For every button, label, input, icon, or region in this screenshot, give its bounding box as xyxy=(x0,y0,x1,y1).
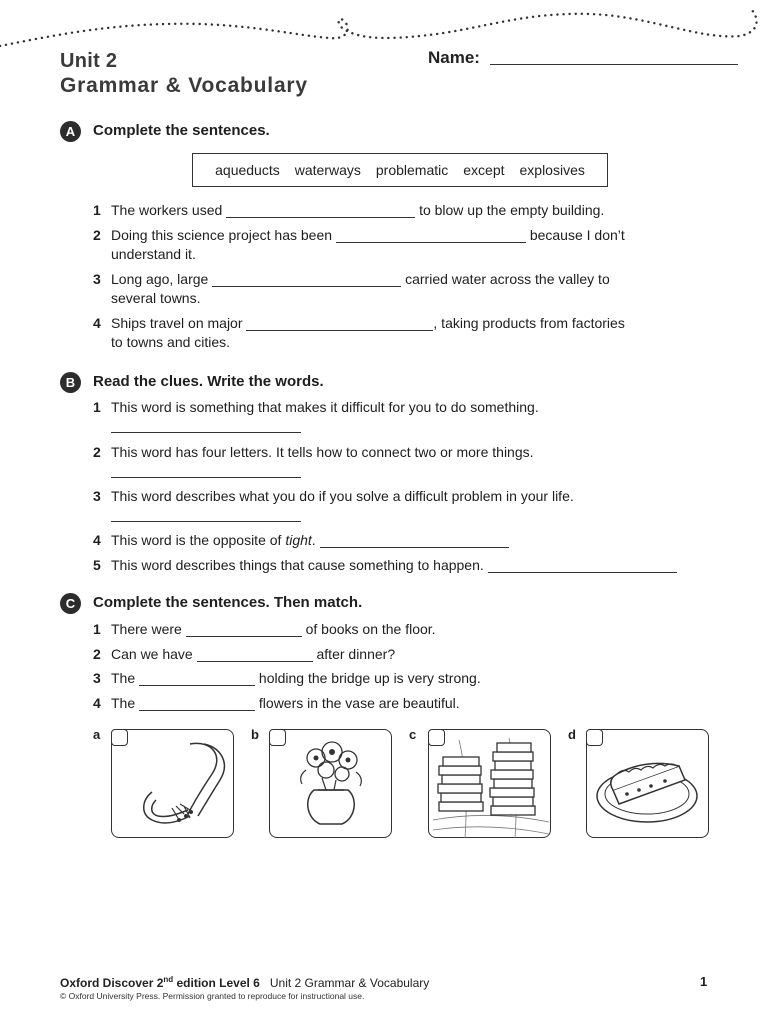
answer-blank[interactable] xyxy=(226,203,415,218)
section-a-badge: A xyxy=(60,121,81,142)
item-number: 4 xyxy=(93,315,101,331)
answer-line[interactable] xyxy=(111,432,301,433)
sentence-c3: The holding the bridge up is very strong. xyxy=(111,670,481,686)
section-c-badge: C xyxy=(60,593,81,614)
sentence-c4: The flowers in the vase are beautiful. xyxy=(111,695,460,711)
sentence-a4-continued: to towns and cities. xyxy=(111,334,231,350)
name-label: Name: xyxy=(428,48,480,67)
picture-letter: b xyxy=(251,727,259,742)
checkbox-c[interactable] xyxy=(428,729,445,746)
picture-letter: a xyxy=(93,727,101,742)
answer-blank[interactable] xyxy=(488,558,677,573)
section-b-title: Read the clues. Write the words. xyxy=(93,373,324,390)
footer-credit: Oxford Discover 2nd edition Level 6 Unit 2 Grammar & Vocabulary xyxy=(60,975,430,990)
picture-d xyxy=(586,729,709,838)
worksheet-subtitle: Grammar & Vocabulary xyxy=(60,74,308,97)
sentence-a3-continued: several towns. xyxy=(111,290,201,306)
clue-b2: This word has four letters. It tells how to connect two or more things. xyxy=(111,444,534,460)
word-bank-item: waterways xyxy=(294,162,361,178)
item-number: 4 xyxy=(93,532,101,548)
checkbox-b[interactable] xyxy=(269,729,286,746)
book-stacks-icon xyxy=(429,730,552,839)
answer-blank[interactable] xyxy=(336,228,526,243)
sentence-c2: Can we have after dinner? xyxy=(111,646,396,662)
word-bank-item: explosives xyxy=(519,162,585,178)
item-number: 1 xyxy=(93,202,101,218)
section-a-title: Complete the sentences. xyxy=(93,122,270,139)
sentence-a2: Doing this science project has been because I don’t xyxy=(111,227,625,243)
section-c-title: Complete the sentences. Then match. xyxy=(93,594,363,611)
item-number: 2 xyxy=(93,444,101,460)
sentence-a1: The workers used to blow up the empty building. xyxy=(111,202,605,218)
item-number: 2 xyxy=(93,227,101,243)
sentence-a2-continued: understand it. xyxy=(111,246,196,262)
answer-blank[interactable] xyxy=(197,647,313,662)
answer-blank[interactable] xyxy=(139,696,255,711)
picture-c xyxy=(428,729,551,838)
name-field-line[interactable] xyxy=(490,64,738,65)
clue-b1: This word is something that makes it difficult for you to do something. xyxy=(111,399,539,415)
word-bank-item: problematic xyxy=(375,162,449,178)
pie-slice-icon xyxy=(587,730,710,839)
item-number: 1 xyxy=(93,399,101,415)
picture-letter: c xyxy=(409,727,417,742)
picture-letter: d xyxy=(568,727,576,742)
answer-blank[interactable] xyxy=(139,671,255,686)
word-bank-item: except xyxy=(463,162,505,178)
clue-b3: This word describes what you do if you solve a difficult problem in your life. xyxy=(111,488,574,504)
item-number: 2 xyxy=(93,646,101,662)
answer-blank[interactable] xyxy=(320,533,509,548)
sentence-c1: There were of books on the floor. xyxy=(111,621,436,637)
picture-a xyxy=(111,729,234,838)
answer-blank[interactable] xyxy=(246,316,433,331)
flower-vase-icon xyxy=(270,730,393,839)
sentence-a4: Ships travel on major , taking products from factories xyxy=(111,315,625,331)
sentence-a3: Long ago, large carried water across the valley to xyxy=(111,271,610,287)
clue-b4: This word is the opposite of tight. xyxy=(111,532,509,548)
answer-blank[interactable] xyxy=(212,272,401,287)
word-bank xyxy=(192,153,608,187)
item-number: 4 xyxy=(93,695,101,711)
item-number: 3 xyxy=(93,670,101,686)
answer-line[interactable] xyxy=(111,521,301,522)
checkbox-a[interactable] xyxy=(111,729,128,746)
checkbox-d[interactable] xyxy=(586,729,603,746)
clue-b5: This word describes things that cause something to happen. xyxy=(111,557,677,573)
item-number: 3 xyxy=(93,271,101,287)
picture-b xyxy=(269,729,392,838)
cable-icon xyxy=(112,730,235,839)
item-number: 3 xyxy=(93,488,101,504)
answer-line[interactable] xyxy=(111,477,301,478)
answer-blank[interactable] xyxy=(186,622,302,637)
copyright-notice: © Oxford University Press. Permission granted to reproduce for instructional use. xyxy=(60,991,365,1001)
section-b-badge: B xyxy=(60,372,81,393)
page-number: 1 xyxy=(700,974,708,989)
item-number: 5 xyxy=(93,557,101,573)
unit-title: Unit 2 xyxy=(60,50,118,72)
item-number: 1 xyxy=(93,621,101,637)
word-bank-item: aqueducts xyxy=(215,162,280,178)
